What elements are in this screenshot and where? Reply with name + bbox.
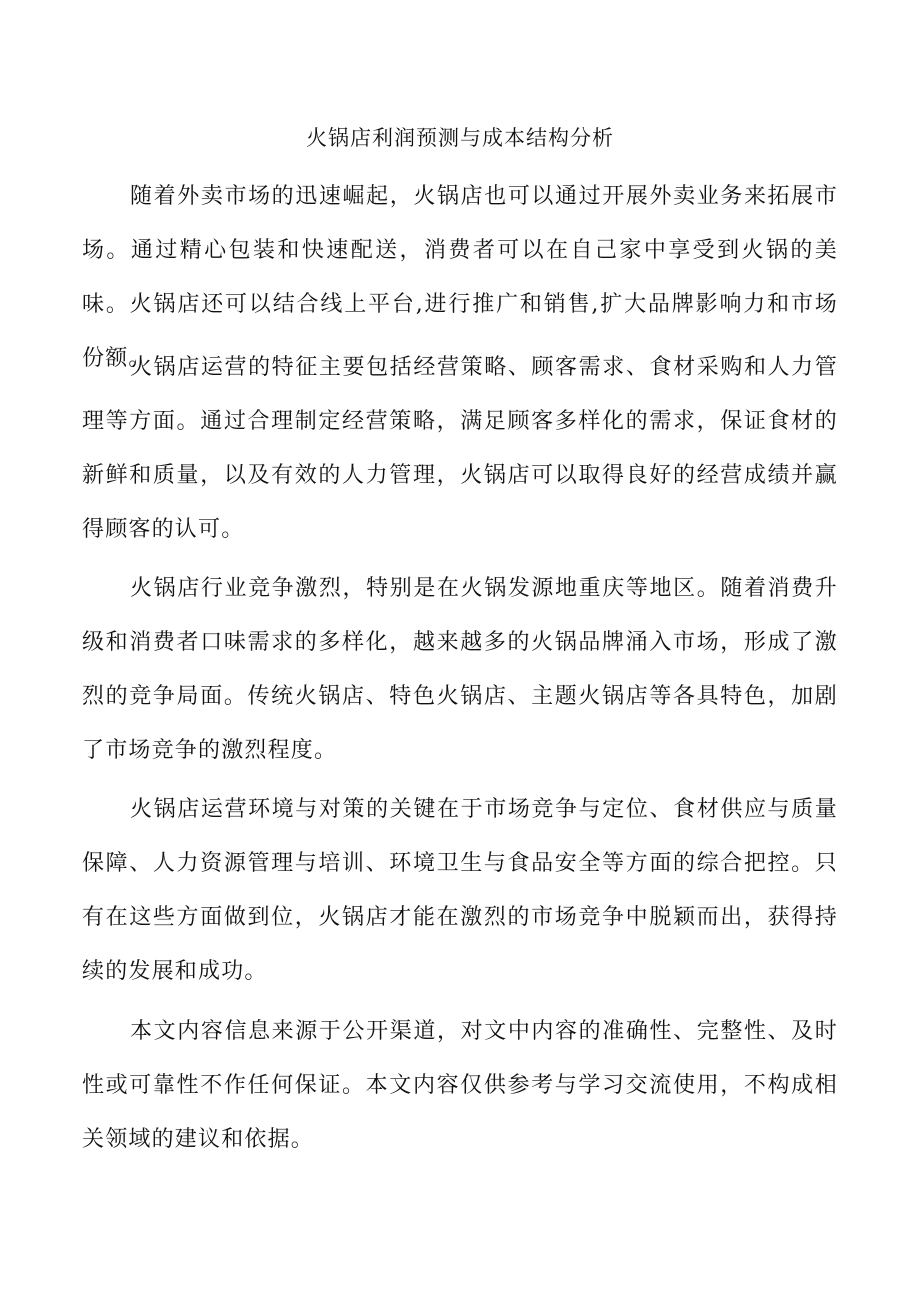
paragraph-operation-features: 火锅店运营的特征主要包括经营策略、顾客需求、食材采购和人力管理等方面。通过合理制定经营策略，满足顾客多样化的需求，保证食材的新鲜和质量，以及有效的人力管理，火锅店可以取得良好的经营成绩并赢得顾客的认可。 bbox=[82, 355, 838, 542]
paragraph-takeaway-expansion: 随着外卖市场的迅速崛起，火锅店也可以通过开展外卖业务来拓展市场。通过精心包装和快速配送，消费者可以在自己家中享受到火锅的美味。火锅店还可以结合线上平台,进行推广和销售,扩大品牌影响力和市场份额。 bbox=[82, 184, 838, 371]
paragraph-disclaimer: 本文内容信息来源于公开渠道，对文中内容的准确性、完整性、及时性或可靠性不作任何保证。本文内容仅供参考与学习交流使用，不构成相关领域的建议和依据。 bbox=[82, 1019, 838, 1152]
document-title: 火锅店利润预测与成本结构分析 bbox=[306, 126, 614, 150]
paragraph-environment-strategy: 火锅店运营环境与对策的关键在于市场竞争与定位、食材供应与质量保障、人力资源管理与培训、环境卫生与食品安全等方面的综合把控。只有在这些方面做到位，火锅店才能在激烈的市场竞争中脱颖而出，获得持续的发展和成功。 bbox=[82, 797, 838, 984]
paragraph-industry-competition: 火锅店行业竞争激烈，特别是在火锅发源地重庆等地区。随着消费升级和消费者口味需求的多样化，越来越多的火锅品牌涌入市场，形成了激烈的竞争局面。传统火锅店、特色火锅店、主题火锅店等各具特色，加剧了市场竞争的激烈程度。 bbox=[82, 576, 838, 763]
